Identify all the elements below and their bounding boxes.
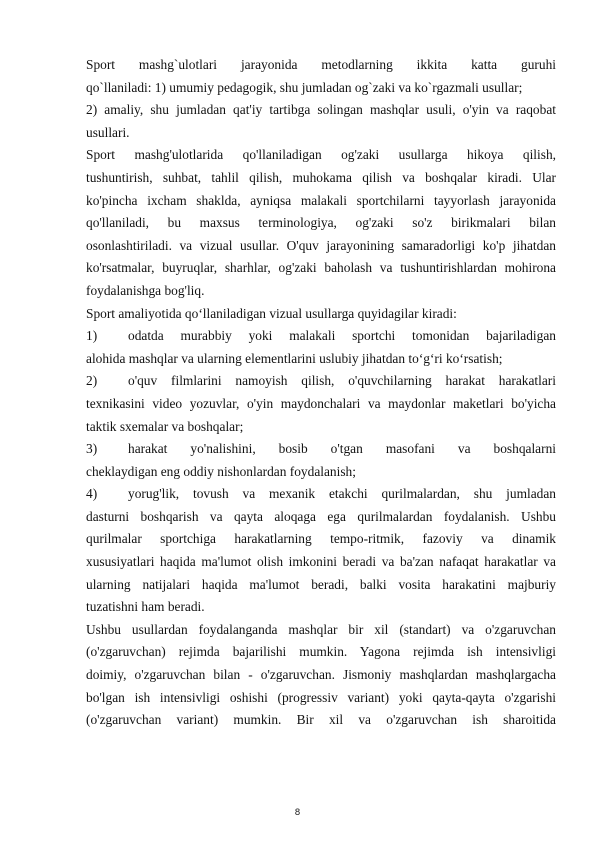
text-line: Sport mashg'ulotlarida qo'llaniladigan og'zaki usullarga hikoya qilish, (86, 147, 556, 163)
text-line: ko'rsatmalar, buyruqlar, sharhlar, og'zaki baholash va tushuntirishlardan mohirona (86, 260, 556, 276)
list-item-line (86, 438, 556, 461)
list-text: odatda murabbiy yoki malakali sportchi tomonidan bajariladigan (128, 328, 556, 344)
list-item-line (86, 325, 556, 348)
text-line: texnikasini video yozuvlar, o'yin maydonchalari va maydonlar maketlari bo'yicha (86, 395, 556, 411)
list-text: o'quv filmlarini namoyish qilish, o'quvchilarning harakat harakatlari (128, 373, 556, 389)
text-line: foydalanishga bog'liq. (86, 282, 205, 298)
list-item-line (86, 370, 556, 393)
text-line: osonlashtiriladi. va vizual usullar. O'quv jarayonining samaradorligi ko'p jihatdan (86, 237, 556, 253)
list-number: 3) (86, 441, 98, 457)
text-line: Ushbu usullardan foydalanganda mashqlar bir xil (standart) va o'zgaruvchan (86, 621, 556, 637)
list-text: yorug'lik, tovush va mexanik etakchi qurilmalardan, shu jumladan (128, 486, 556, 502)
document-body (86, 54, 556, 732)
text-line: tushuntirish, suhbat, tahlil qilish, muhokama qilish va boshqalar kiradi. Ular (86, 169, 556, 185)
text-line: ko'pincha ixcham shaklda, ayniqsa malakali sportchilarni tayyorlash jarayonida (86, 192, 556, 208)
text-line: dasturni boshqarish va qayta aloqaga ega qurilmalardan foydalanish. Ushbu (86, 508, 556, 524)
page-number: 8 (294, 808, 301, 818)
text-line: qo`llaniladi: 1) umumiy pedagogik, shu jumladan og`zaki va ko`rgazmali usullar; (86, 79, 523, 95)
list-text: harakat yo'nalishini, bosib o'tgan masofani va boshqalarni (128, 441, 556, 457)
text-line: (o'zgaruvchan) rejimda bajarilishi mumkin. Yagona rejimda ish intensivligi (86, 644, 556, 660)
list-item-line (86, 483, 556, 506)
text-line: Sport mashg`ulotlari jarayonida metodlarning ikkita katta guruhi (86, 57, 556, 72)
text-line: taktik sxemalar va boshqalar; (86, 418, 244, 434)
text-line: qurilmalar sportchiga harakatlarning tempo-ritmik, fazoviy va dinamik (86, 531, 556, 547)
list-number: 1) (86, 328, 98, 344)
text-line: tuzatishni ham beradi. (86, 599, 205, 615)
text-line: xususiyatlari haqida ma'lumot olish imkonini beradi va ba'zan nafaqat harakatlar va (86, 554, 556, 570)
text-line: qo'llaniladi, bu maxsus terminologiya, og'zaki so'z birikmalari bilan (86, 215, 556, 231)
text-line: alohida mashqlar va ularning elementlarini uslubiy jihatdan to‘g‘ri ko‘rsatish; (86, 350, 503, 366)
text-line: bo'lgan ish intensivligi oshishi (progressiv variant) yoki qayta-qayta o'zgarishi (86, 689, 556, 705)
text-line: (o'zgaruvchan variant) mumkin. Bir xil va o'zgaruvchan ish sharoitida (86, 712, 556, 728)
text-line: cheklaydigan eng oddiy nishonlardan foydalanish; (86, 463, 356, 479)
list-number: 2) (86, 373, 98, 389)
text-line: 2) amaliy, shu jumladan qat'iy tartibga solingan mashqlar usuli, o'yin va raqobat (86, 102, 556, 118)
text-line: usullari. (86, 124, 130, 140)
text-line: doimiy, o'zgaruvchan bilan - o'zgaruvchan. Jismoniy mashqlardan mashqlargacha (86, 667, 556, 683)
text-line: ularning natijalari haqida ma'lumot beradi, balki vosita harakatini majburiy (86, 576, 556, 592)
text-line: Sport amaliyotida qo‘llaniladigan vizual usullarga quyidagilar kiradi: (86, 305, 457, 321)
list-number: 4) (86, 486, 98, 502)
